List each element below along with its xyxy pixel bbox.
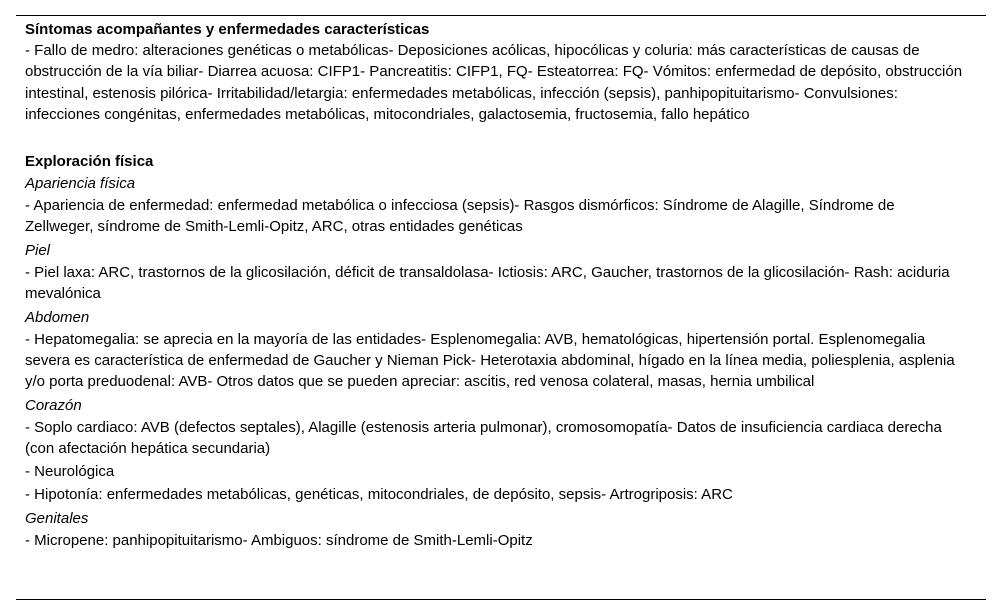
abdomen-text: - Hepatomegalia: se aprecia en la mayoría de las entidades- Esplenomegalia: AVB, hematológicas, hipertensión portal. Esplenomegalia severa es característica de enfermedad de Gaucher y Nieman Pick- Heterotaxia abdominal, hígado en la línea media, poliesplenia, asplenia y/o porta preduodenal: AVB- Otros datos que se pueden apreciar: ascitis, red venosa colateral, masas, hernia umbilical [25, 330, 955, 391]
genitales-text: - Micropene: panhipopituitarismo- Ambiguos: síndrome de Smith-Lemli-Opitz [25, 531, 533, 549]
clinical-table [16, 15, 986, 600]
section-heading-sintomas: Síntomas acompañantes y enfermedades características [25, 21, 430, 38]
section-heading-exploracion: Exploración física [25, 152, 154, 170]
spacer [25, 127, 986, 151]
subheading-abdomen: Abdomen [25, 308, 90, 326]
subheading-apariencia: Apariencia física [25, 174, 136, 192]
apariencia-text: - Apariencia de enfermedad: enfermedad metabólica o infecciosa (sepsis)- Rasgos dismórficos: Síndrome de Alagille, Síndrome de Zellweger, síndrome de Smith-Lemli-Opitz, ARC, otras entidades genéticas [25, 196, 895, 236]
neurologica-text: - Neurológica [25, 463, 115, 481]
hipotonia-text: - Hipotonía: enfermedades metabólicas, genéticas, mitocondriales, de depósito, sepsis- Artrogriposis: ARC [25, 485, 733, 503]
subheading-corazon: Corazón [25, 397, 82, 415]
subheading-piel: Piel [25, 241, 51, 259]
sintomas-text: - Fallo de medro: alteraciones genéticas o metabólicas- Deposiciones acólicas, hipocólicas y coluria: más características de causas de obstrucción de la vía biliar- Diarrea acuosa: CIFP1- Pancreatitis: CIFP1, FQ- Esteatorrea: FQ- Vómitos: enfermedad de depósito, obstrucción intestinal, estenosis pilórica- Irritabilidad/letargia: enfermedades metabólicas, infección (sepsis), panhipopituitarismo- Convulsiones: infecciones congénitas, enfermedades metabólicas, mitocondriales, galactosemia, fructosemia, fallo hepático [25, 42, 963, 123]
subheading-genitales: Genitales [25, 509, 89, 527]
piel-text: - Piel laxa: ARC, trastornos de la glicosilación, déficit de transaldolasa- Ictiosis: ARC, Gaucher, trastornos de la glicosilación- Rash: aciduria mevalónica [25, 263, 950, 303]
corazon-text: - Soplo cardiaco: AVB (defectos septales), Alagille (estenosis arteria pulmonar), cromosomopatía- Datos de insuficiencia cardiaca derecha (con afectación hepática secundaria) [25, 419, 942, 458]
